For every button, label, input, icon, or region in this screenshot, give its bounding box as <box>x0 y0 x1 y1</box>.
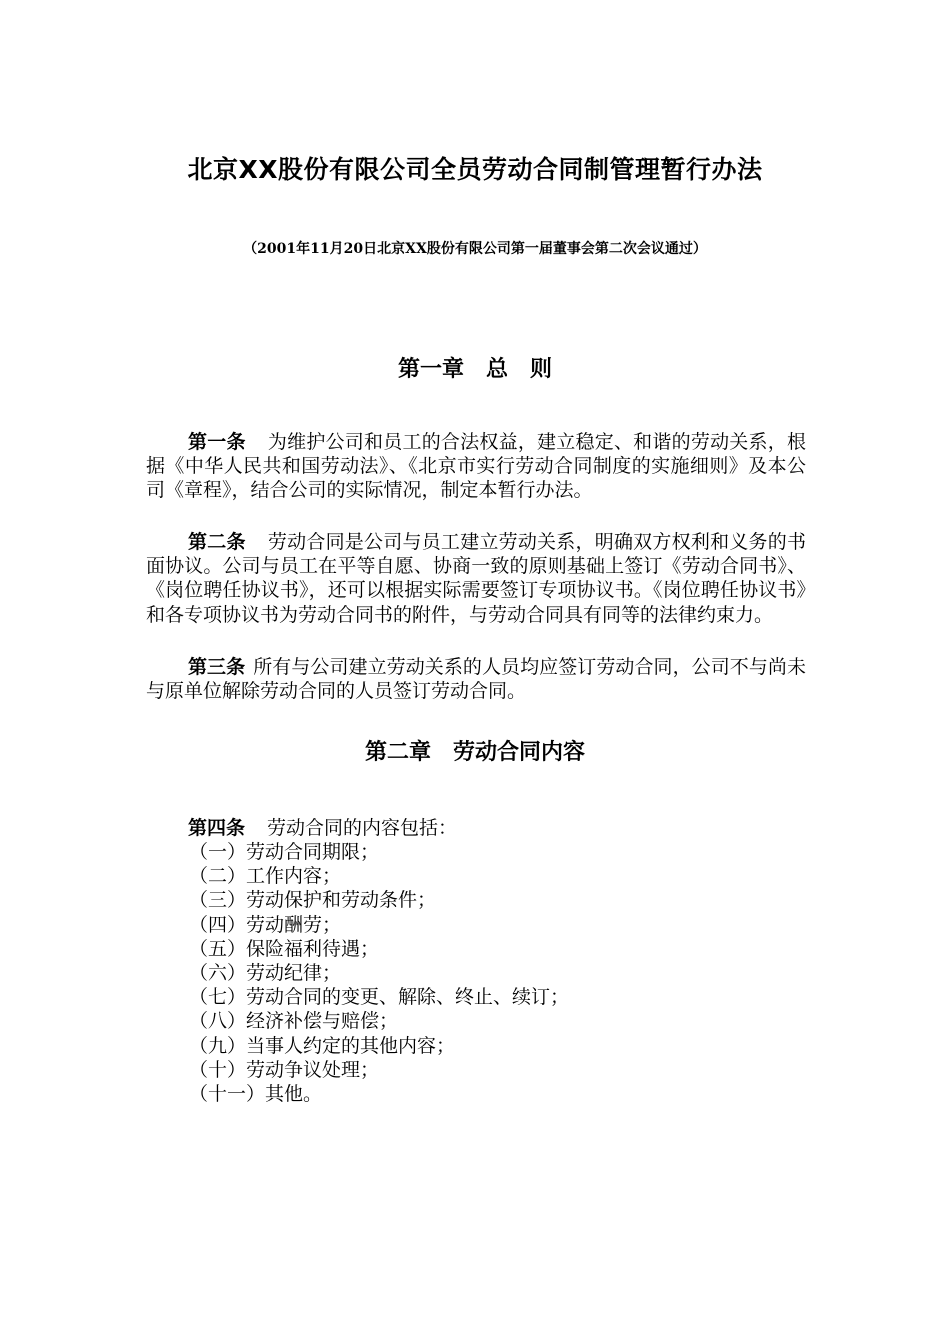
chapter-2-heading: 第二章 劳动合同内容 <box>364 740 585 765</box>
list-item: （六）劳动纪律； <box>189 962 342 985</box>
article-2 <box>146 530 806 627</box>
list-item: （二）工作内容； <box>189 865 342 888</box>
list-item: （八）经济补偿与赔偿； <box>189 1010 399 1033</box>
contract-contents-list <box>189 840 569 1106</box>
list-item: （五）保险福利待遇； <box>189 937 380 960</box>
article-text: 所有与公司建立劳动关系的人员均应签订劳动合同，公司不与尚未与原单位解除劳动合同的人员签订劳动合同。 <box>146 656 806 703</box>
list-item: （四）劳动酬劳； <box>189 913 342 936</box>
list-item: （十）劳动争议处理； <box>189 1058 380 1081</box>
article-4 <box>146 816 806 840</box>
article-text: 为维护公司和员工的合法权益，建立稳定、和谐的劳动关系，根据《中华人民共和国劳动法》、《北京市实行劳动合同制度的实施细则》及本公司《章程》，结合公司的实际情况，制定本暂行办法。 <box>146 431 806 502</box>
list-item: （七）劳动合同的变更、解除、终止、续订； <box>189 986 570 1009</box>
list-item: （九）当事人约定的其他内容； <box>189 1034 456 1057</box>
list-item: （一）劳动合同期限； <box>189 841 380 863</box>
article-3 <box>146 655 806 703</box>
article-1 <box>146 430 806 503</box>
chapter-1-heading: 第一章 总 则 <box>397 357 552 382</box>
list-item: （三）劳动保护和劳动条件； <box>189 889 437 912</box>
article-text: 劳动合同的内容包括： <box>267 817 458 839</box>
article-text: 劳动合同是公司与员工建立劳动关系，明确双方权利和义务的书面协议。公司与员工在平等自愿、协商一致的原则基础上签订《劳动合同书》、《岗位聘任协议书》，还可以根据实际需要签订专项协议书。《岗位聘任协议书》和各专项协议书为劳动合同书的附件，与劳动合同具有同等的法律约束力。 <box>146 531 806 626</box>
article-label: 第二条 <box>188 531 246 553</box>
article-label: 第一条 <box>188 431 246 453</box>
list-item: （十一）其他。 <box>189 1083 323 1106</box>
article-label: 第三条 <box>188 656 246 678</box>
document-title: 北京XX股份有限公司全员劳动合同制管理暂行办法 <box>187 155 763 184</box>
document-subtitle: （2001年11月20日北京XX股份有限公司第一届董事会第二次会议通过） <box>243 241 707 257</box>
article-label: 第四条 <box>188 817 246 839</box>
